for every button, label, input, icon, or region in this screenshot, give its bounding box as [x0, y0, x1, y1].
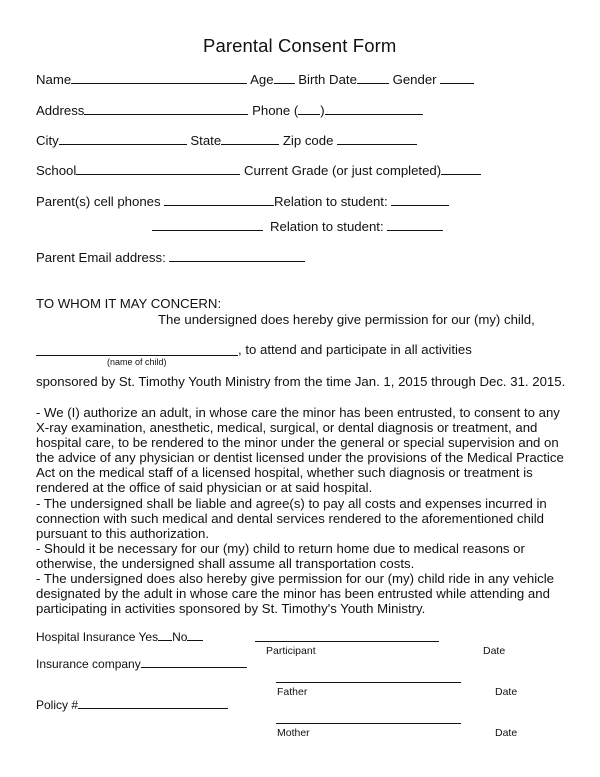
paragraph-transport: - Should it be necessary for our (my) child to return home due to medical reasons or otherwise, the undersigned shall assume all transportation costs. — [36, 540, 525, 571]
relation-label-2: Relation to student: — [270, 219, 384, 234]
authorization-paragraphs — [36, 405, 566, 616]
hospital-insurance-label: Hospital Insurance — [36, 630, 136, 644]
gender-field[interactable] — [440, 72, 474, 84]
row-parent-phones — [36, 194, 274, 209]
father-date-label: Date — [495, 686, 518, 698]
father-signature-line[interactable] — [276, 682, 461, 683]
gender-label: Gender — [392, 72, 437, 87]
yes-label: Yes — [138, 630, 159, 644]
address-field[interactable] — [84, 103, 248, 115]
sponsored-text: sponsored by St. Timothy Youth Ministry from the time Jan. 1, 2015 through Dec. 31. 2015. — [36, 374, 566, 389]
paragraph-medical: - We (I) authorize an adult, in whose care the minor has been entrusted, to consent to any X-ray examination, anesthetic, medical, surgical, or dental diagnosis or treatment, and hospital care, to be rendered to the minor under the general or special supervision and on the advice of any physician or dentist licensed under the provisions of the Medical Practice Act on the medical staff of a licensed hospital, whether such diagnosis or treatment is rendered at the office of said physician or at said hospital. — [36, 405, 564, 496]
name-label: Name — [36, 72, 72, 87]
row-relation-2 — [270, 219, 443, 234]
phone-area-field[interactable] — [298, 103, 320, 115]
row-insurance-company — [36, 657, 247, 671]
insurance-company-label: Insurance company — [36, 657, 141, 671]
city-field[interactable] — [59, 133, 187, 145]
mother-label: Mother — [277, 727, 310, 739]
attend-text: , to attend and participate in all activities — [238, 342, 472, 357]
paragraph-liability: - The undersigned shall be liable and agree(s) to pay all costs and expenses incurred in connection with such medical and dental services rendered to the aforementioned child pursuant to this authorization. — [36, 495, 547, 541]
row-policy — [36, 698, 228, 712]
parent-email-label: Parent Email address: — [36, 250, 166, 265]
policy-label: Policy # — [36, 698, 79, 712]
grade-field[interactable] — [441, 163, 481, 175]
concern-line-1: The undersigned does hereby give permission for our (my) child, — [158, 312, 535, 327]
father-label: Father — [277, 686, 308, 698]
relation-label-1: Relation to student: — [274, 194, 388, 209]
no-label: No — [172, 630, 188, 644]
relation-field-2[interactable] — [387, 219, 443, 231]
mother-date-label: Date — [495, 727, 518, 739]
school-label: School — [36, 163, 77, 178]
row-name — [36, 72, 474, 87]
parent-phone-field-2[interactable] — [152, 219, 263, 231]
insurance-company-field[interactable] — [141, 657, 247, 668]
policy-field[interactable] — [78, 698, 228, 709]
row-city — [36, 133, 417, 148]
row-email — [36, 250, 305, 265]
row-school — [36, 163, 481, 178]
school-field[interactable] — [76, 163, 240, 175]
phone-label: Phone ( — [252, 103, 299, 118]
parent-phones-label: Parent(s) cell phones — [36, 194, 161, 209]
city-label: City — [36, 133, 59, 148]
paragraph-vehicle: - The undersigned does also hereby give permission for our (my) child ride in any vehicle designated by the adult in whose care the minor has been entrusted while attending and participating in activities sponsored by St. Timothy's Youth Ministry. — [36, 571, 554, 617]
address-label: Address — [36, 103, 85, 118]
parent-phone-field-1[interactable] — [164, 194, 274, 206]
birth-date-field[interactable] — [357, 72, 389, 84]
participant-label: Participant — [266, 645, 316, 657]
relation-field-1[interactable] — [391, 194, 449, 206]
participant-signature-line[interactable] — [255, 641, 439, 642]
row-relation-1 — [274, 194, 449, 209]
grade-label: Current Grade (or just completed) — [244, 163, 442, 178]
row-address — [36, 103, 423, 118]
phone-close: ) — [320, 103, 325, 118]
row-hospital-insurance — [36, 630, 203, 644]
mother-signature-line[interactable] — [276, 723, 461, 724]
row-parent-phone-2 — [152, 219, 263, 234]
page-title: Parental Consent Form — [203, 35, 397, 56]
birth-date-label: Birth Date — [298, 72, 357, 87]
concern-heading: TO WHOM IT MAY CONCERN: — [36, 296, 222, 311]
state-label: State — [190, 133, 222, 148]
phone-field[interactable] — [325, 103, 423, 115]
child-name-caption: (name of child) — [107, 357, 167, 367]
name-field[interactable] — [71, 72, 247, 84]
child-name-field[interactable] — [36, 355, 238, 356]
yes-field[interactable] — [158, 630, 172, 641]
zip-field[interactable] — [337, 133, 417, 145]
participant-date-label: Date — [483, 645, 506, 657]
age-label: Age — [250, 72, 274, 87]
zip-label: Zip code — [282, 133, 334, 148]
no-field[interactable] — [187, 630, 203, 641]
parent-email-field[interactable] — [169, 250, 305, 262]
age-field[interactable] — [274, 72, 295, 84]
state-field[interactable] — [221, 133, 279, 145]
